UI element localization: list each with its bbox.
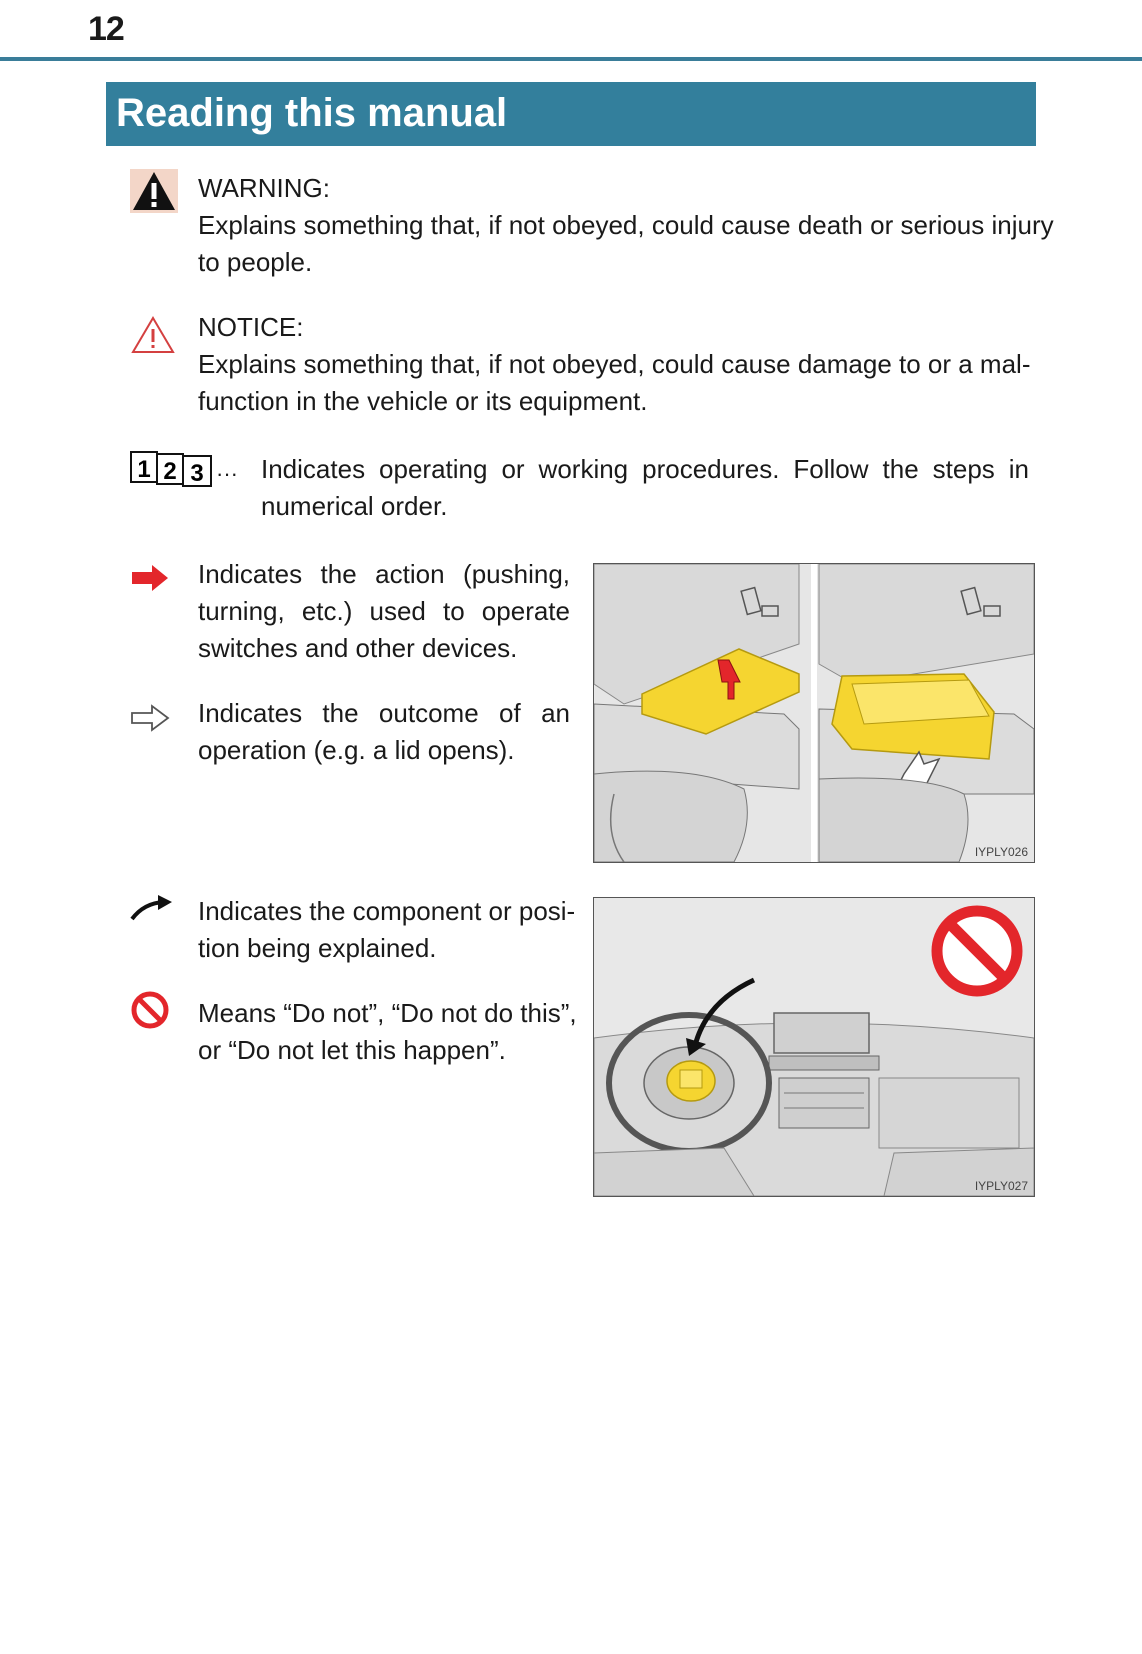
component-line-2: tion being explained. <box>198 933 437 963</box>
page-title: Reading this manual <box>116 91 508 135</box>
warning-line-1: Explains something that, if not obeyed, could cause death or serious injury <box>198 210 1054 240</box>
action-line-2: turning, etc.) used to operate <box>198 596 570 626</box>
steps-line-2: numerical order. <box>261 491 448 521</box>
outcome-line-1: Indicates the outcome of an <box>198 698 570 728</box>
step-digit-1: 1 <box>137 456 151 483</box>
prohibition-icon <box>130 990 170 1030</box>
step-digit-3: 3 <box>190 460 204 487</box>
action-arrow-icon <box>130 563 170 593</box>
outcome-arrow-icon <box>130 703 170 733</box>
component-line-1: Indicates the component or posi- <box>198 896 576 926</box>
warning-icon <box>130 169 178 213</box>
do-not-line-1: Means “Do not”, “Do not do this”, <box>198 998 577 1028</box>
step-digit-2: 2 <box>163 458 177 485</box>
page-number: 12 <box>88 10 124 48</box>
warning-line-2: to people. <box>198 247 313 277</box>
notice-icon <box>130 315 176 355</box>
notice-line-2: function in the vehicle or its equipment. <box>198 386 648 416</box>
steps-ellipsis: ··· <box>216 461 238 486</box>
action-line-1: Indicates the action (pushing, <box>198 559 570 589</box>
dashboard-figure <box>593 897 1035 1197</box>
component-pointer-icon <box>130 893 174 923</box>
overhead-console-figure <box>593 563 1035 863</box>
action-line-3: switches and other devices. <box>198 633 518 663</box>
notice-line-1: Explains something that, if not obeyed, could cause damage to or a mal- <box>198 349 1031 379</box>
warning-label: WARNING: <box>198 173 330 203</box>
do-not-line-2: or “Do not let this happen”. <box>198 1035 506 1065</box>
top-rule <box>0 57 1142 61</box>
numbered-steps-icon <box>130 450 216 488</box>
figure-2-code: IYPLY027 <box>974 1179 1028 1193</box>
title-banner <box>106 82 1036 146</box>
figure-1-code: IYPLY026 <box>974 845 1028 859</box>
notice-label: NOTICE: <box>198 312 304 342</box>
prohibition-sign <box>937 911 1017 991</box>
outcome-line-2: operation (e.g. a lid opens). <box>198 735 515 765</box>
steps-line-1: Indicates operating or working procedures. Follow the steps in <box>261 454 1029 484</box>
